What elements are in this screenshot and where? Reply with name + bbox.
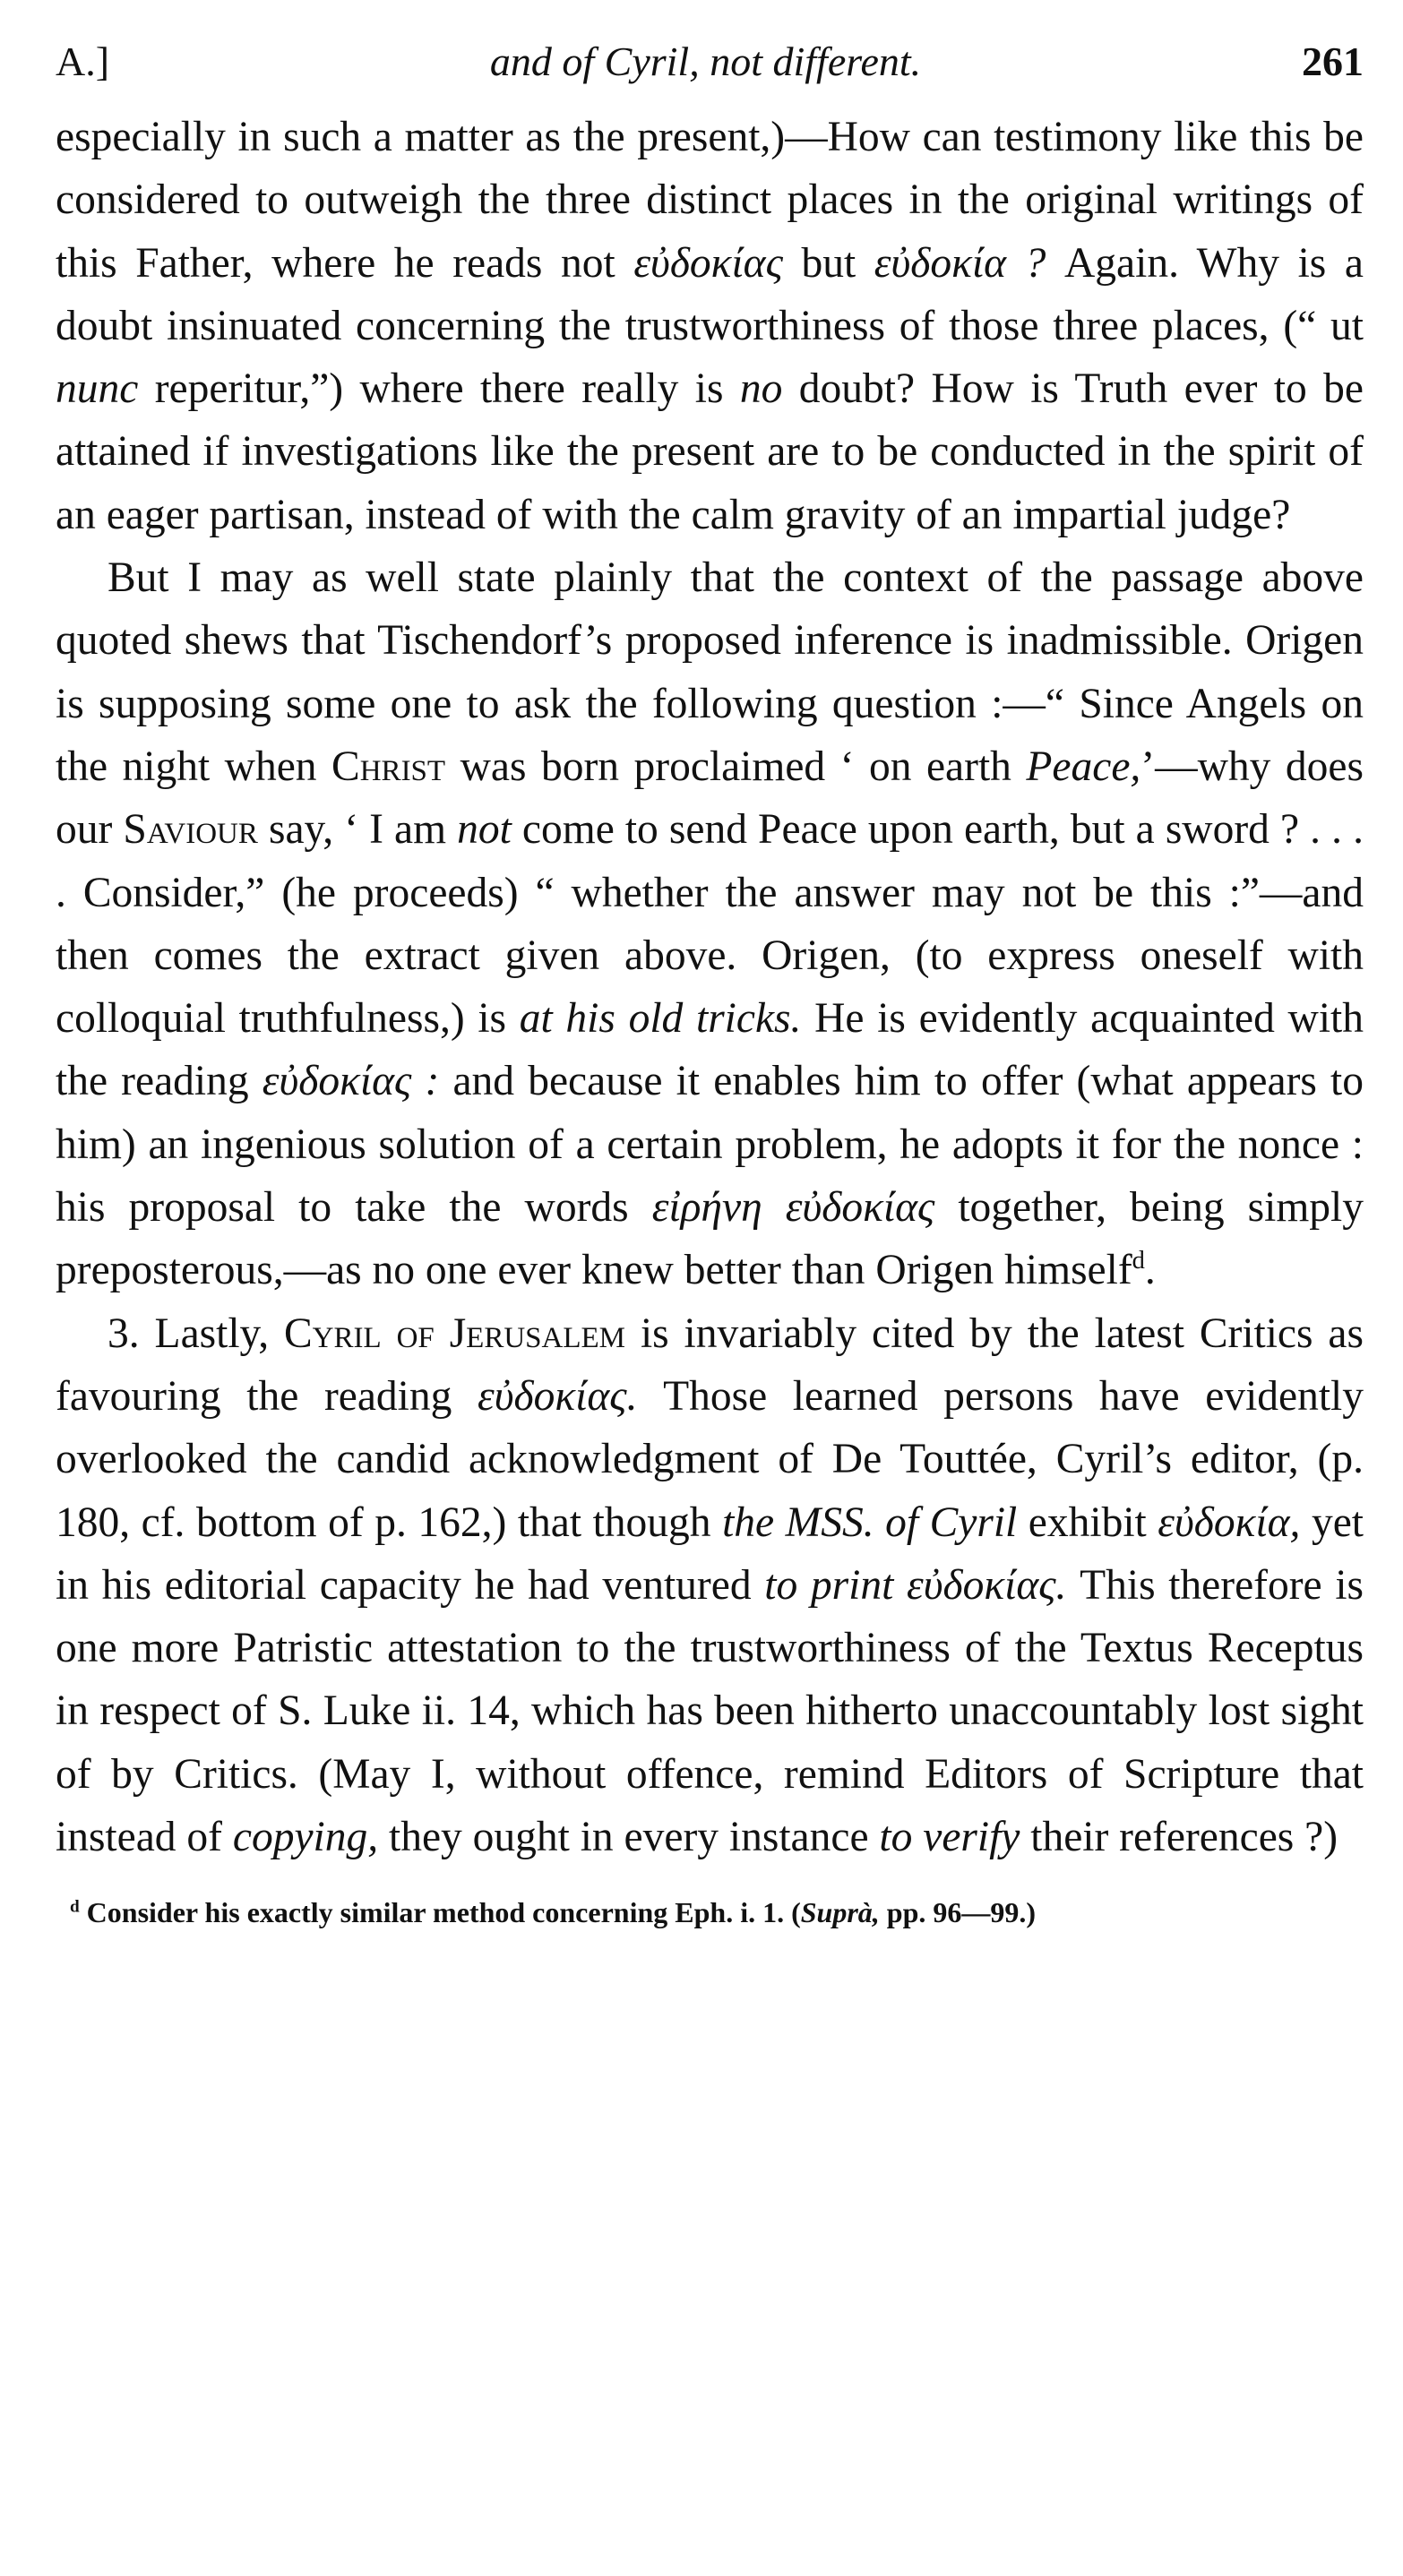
text-run: 3. Lastly, xyxy=(108,1309,284,1357)
text-run: say, ‘ I am xyxy=(257,806,458,854)
running-title: and of Cyril, not different. xyxy=(489,39,922,84)
italic-run: nunc xyxy=(56,365,139,413)
italic-run: to print xyxy=(764,1561,894,1609)
paragraph-1 xyxy=(56,106,1364,546)
italic-run: copying, xyxy=(232,1814,379,1861)
small-caps-run: Christ xyxy=(331,743,446,790)
text-run: Those learned persons have evidently overlooked the candid acknowledgment of De Touttée, Cyril’s editor, (p. 180, cf. bottom of p. 162,) that though xyxy=(56,1372,1364,1546)
greek-term: εὐδοκίας : xyxy=(262,1058,440,1105)
footnote-ref[interactable]: d xyxy=(1132,1247,1145,1275)
italic-run: the MSS. of Cyril xyxy=(722,1498,1018,1546)
text-run: especially in such a matter as the present,)—How can testimony like this be considered to outweigh the three distinct places in the original writings of this Father, where he reads not xyxy=(56,114,1364,287)
greek-term: εὐδοκίας. xyxy=(478,1372,638,1420)
footnote xyxy=(56,1892,1364,1933)
text-run xyxy=(893,1562,907,1609)
italic-run: not xyxy=(457,806,512,854)
text-run: Consider his exactly similar method concerning Eph. i. 1. ( xyxy=(79,1896,801,1929)
text-run: doubt? How is Truth ever to be attained if investigations like the present are to be conducted in the spirit of an eager partisan, instead of with the calm gravity of an impartial judge? xyxy=(56,365,1364,538)
body-text xyxy=(56,106,1364,1868)
footnote-mark: d xyxy=(70,1897,80,1917)
text-run: pp. 96—99.) xyxy=(879,1896,1037,1929)
text-run: ’—why does our xyxy=(56,743,1364,854)
text-run: But I may as well state plainly that the context of the passage above quoted shews that Tischendorf’s proposed inference is inadmissible. Origen is supposing some one to ask the following question :—“ Since Angels on the night when xyxy=(56,554,1364,790)
running-head xyxy=(56,23,1364,100)
text-run: but xyxy=(782,239,874,287)
text-run: reperitur,”) where there really is xyxy=(138,365,740,413)
text-run: yet in his editorial capacity he had ventured xyxy=(56,1498,1364,1609)
text-run: . xyxy=(1144,1247,1156,1294)
greek-term: εὐδοκίας. xyxy=(906,1561,1067,1609)
text-run: Again. Why is a doubt insinuated concerning the trustworthiness of those three places, (“ ut xyxy=(56,239,1364,349)
text-run: was born proclaimed ‘ on earth xyxy=(445,743,1027,790)
text-run: He is evidently acquainted with the reading xyxy=(56,995,1364,1105)
text-run: is invariably cited by the latest Critics as favouring the reading xyxy=(56,1309,1364,1420)
italic-run: to verify xyxy=(879,1814,1020,1861)
greek-term: εἰρήνη εὐδοκίας xyxy=(651,1184,935,1232)
paragraph-3 xyxy=(56,1302,1364,1869)
greek-term: εὐδοκία ? xyxy=(874,239,1046,287)
text-run: exhibit xyxy=(1017,1498,1158,1546)
section-marker: A.] xyxy=(56,39,110,84)
italic-run: at his old tricks. xyxy=(519,995,802,1043)
text-run: their references ?) xyxy=(1020,1814,1338,1861)
paragraph-2 xyxy=(56,546,1364,1302)
italic-run: Suprà, xyxy=(800,1896,880,1929)
text-run: This therefore is one more Patristic attestation to the trustworthiness of the Textus Receptus in respect of S. Luke ii. 14, which has been hitherto unaccountably lost sight of by Critics. (May I, without offence, remind Editors of Scripture that instead of xyxy=(56,1561,1364,1861)
text-run: come to send Peace upon earth, but a sword ? . . . . Consider,” (he proceeds) “ whether the answer may not be this :”—and then comes the extract given above. Origen, (to express oneself with colloquial truthfulness,) is xyxy=(56,806,1364,1043)
text-run: and because it enables him to offer (what appears to him) an ingenious solution of a certain problem, he adopts it for the nonce : his proposal to take the words xyxy=(56,1058,1364,1232)
italic-run: no xyxy=(739,365,783,413)
small-caps-run: Saviour xyxy=(123,806,258,854)
text-run: they ought in every instance xyxy=(378,1814,880,1861)
text-run: together, being simply preposterous,—as no one ever knew better than Origen himself xyxy=(56,1184,1364,1294)
page-number: 261 xyxy=(1301,39,1364,84)
small-caps-run: Cyril of Jerusalem xyxy=(284,1309,626,1357)
italic-run: Peace, xyxy=(1026,743,1141,790)
greek-term: εὐδοκία, xyxy=(1158,1498,1301,1546)
greek-term: εὐδοκίας xyxy=(633,239,783,287)
